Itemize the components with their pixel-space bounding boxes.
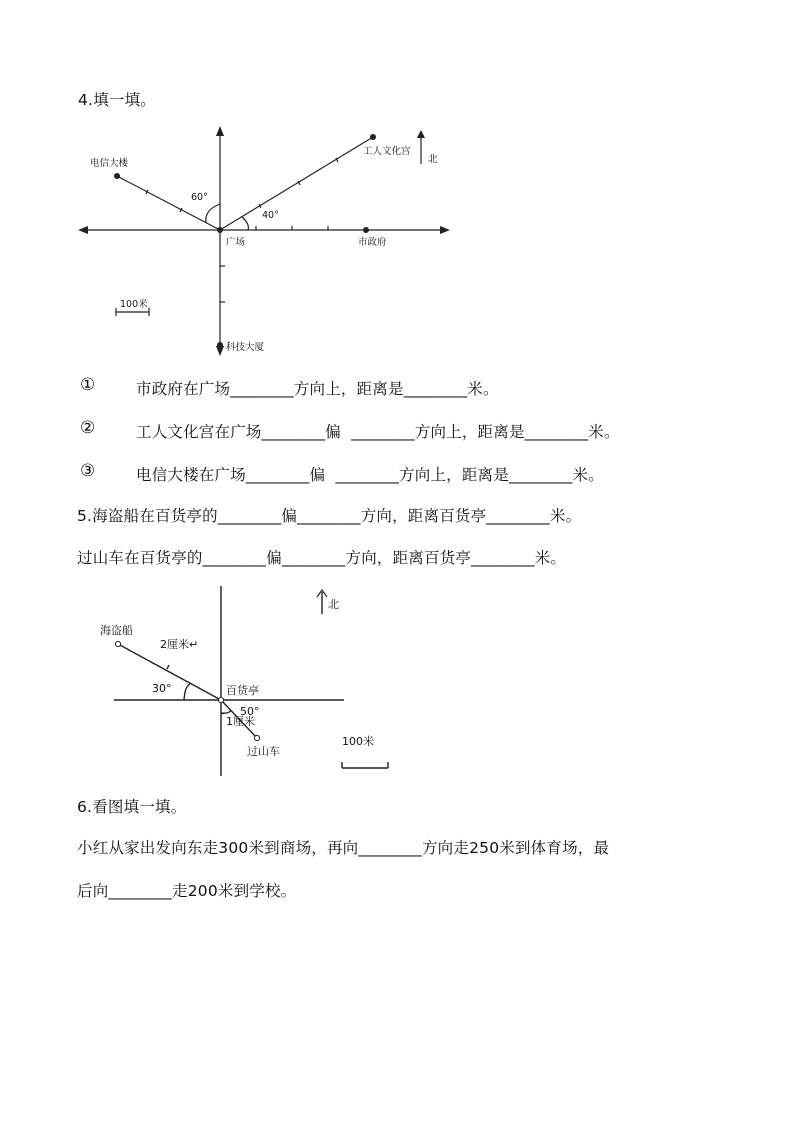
q4-item2-marker: ②	[80, 418, 96, 438]
q5-label-dist-pirate: 2厘米↵	[160, 638, 199, 651]
q4-west-arrowhead	[78, 226, 88, 234]
q5-figure	[90, 582, 400, 782]
q4-label-angle60: 60°	[191, 192, 208, 203]
q4-label-palace: 工人文化宫	[363, 146, 411, 157]
q4-palace-point	[370, 134, 376, 140]
q5-kiosk-point	[218, 697, 223, 702]
q4-square-point	[217, 227, 223, 233]
q4-label-square: 广场	[226, 237, 246, 248]
q4-tech-point	[217, 342, 223, 348]
q5-angle30-arc	[184, 684, 190, 700]
q4-label-angle40: 40°	[262, 210, 279, 221]
q5-label-angle50: 50°	[240, 705, 260, 718]
q4-angle60-arc	[206, 204, 220, 223]
q6-line2: 后向________走200米到学校。	[77, 882, 297, 900]
q4-north-arrowhead	[216, 126, 224, 136]
q5-label-dist-coaster: 1厘米	[226, 715, 255, 728]
q4-ray-telecom	[117, 176, 220, 230]
q5-label-scale: 100米	[342, 735, 374, 748]
q4-telecom-point	[114, 173, 120, 179]
q4-label-scale: 100米	[120, 299, 148, 310]
q5-label-coaster: 过山车	[247, 745, 280, 758]
q6-line1: 小红从家出发向东走300米到商场，再向________方向走250米到体育场，最	[77, 839, 610, 857]
q4-item1-marker: ①	[80, 375, 96, 395]
q5-label-pirate: 海盗船	[100, 624, 133, 637]
q5-coaster-point	[254, 735, 259, 740]
q4-figure	[76, 124, 456, 360]
q5-label-angle30: 30°	[152, 682, 172, 695]
q4-east-arrowhead	[440, 226, 450, 234]
q4-angle40-arc	[242, 217, 248, 230]
q4-item3-text: 电信大楼在广场________偏 ________方向上，距离是________米。	[136, 466, 604, 484]
q4-label-tech: 科技大厦	[226, 342, 265, 353]
q4-item1-text: 市政府在广场________方向上，距离是________米。	[136, 380, 499, 398]
q4-label-north: 北	[428, 154, 438, 165]
q5-line2: 过山车在百货亭的________偏________方向，距离百货亭________米。	[77, 549, 567, 567]
q4-heading: 4.填一填。	[78, 91, 156, 109]
q6-heading: 6.看图填一填。	[77, 798, 187, 816]
q5-pirate-point	[115, 641, 120, 646]
q5-label-kiosk: 百货亭	[226, 684, 259, 697]
q4-ray-palace	[220, 137, 373, 230]
q4-item3-marker: ③	[80, 461, 96, 481]
q5-line1: 5.海盗船在百货亭的________偏________方向，距离百货亭________米。	[77, 507, 582, 525]
q4-item2-text: 工人文化宫在广场________偏 ________方向上，距离是________米。	[136, 423, 620, 441]
q5-angle50-arc	[221, 711, 231, 713]
q5-label-north: 北	[328, 598, 339, 611]
q4-govt-point	[363, 227, 369, 233]
q4-label-telecom: 电信大楼	[90, 158, 129, 169]
q4-label-govt: 市政府	[358, 237, 387, 248]
north-arrowhead	[417, 130, 425, 138]
